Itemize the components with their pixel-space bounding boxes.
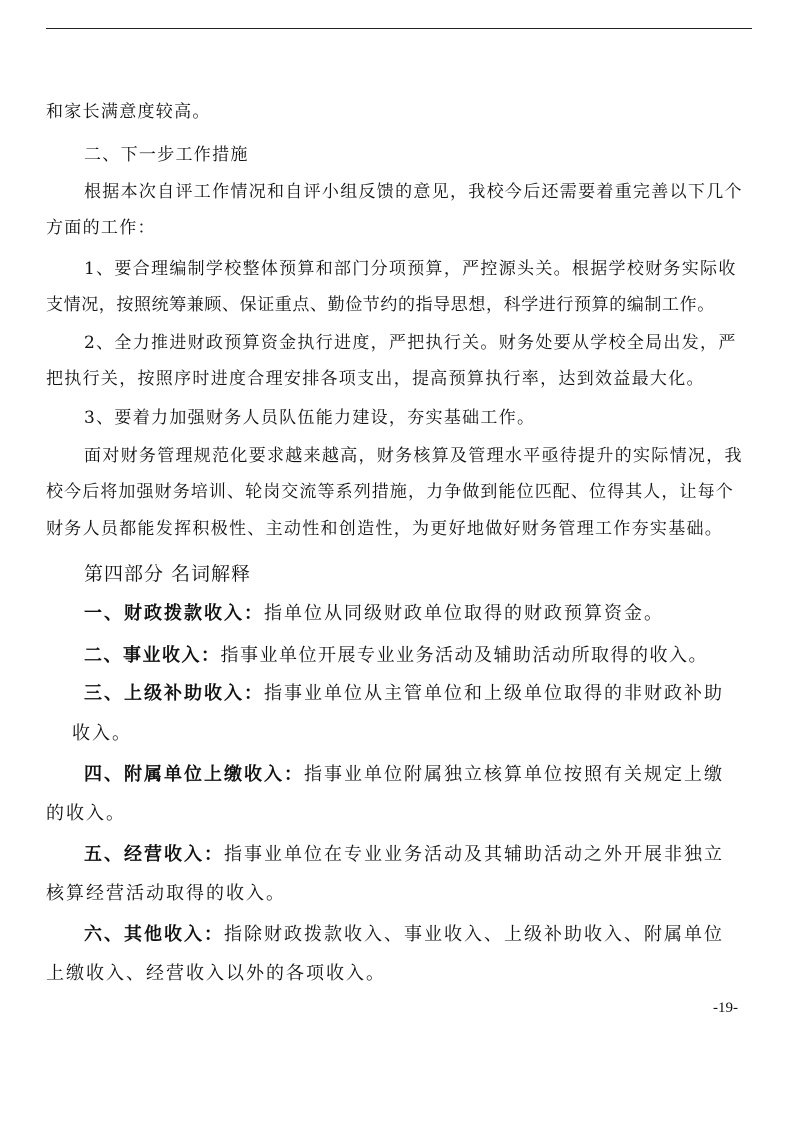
- definition-text: 指事业单位在专业业务活动及其辅助活动之外开展非独立: [224, 844, 724, 865]
- list-item-line: 2、全力推进财政预算资金执行进度，严把执行关。财务处要从学校全局出发，严: [84, 333, 737, 353]
- definition-text: 指除财政拨款收入、事业收入、上级补助收入、附属单位: [224, 924, 724, 945]
- definition-text: 的收入。: [46, 803, 126, 824]
- definition-term: 四、附属单位上缴收入：: [84, 764, 304, 785]
- paragraph-line: 财务人员都能发挥积极性、主动性和创造性，为更好地做好财务管理工作夯实基础。: [46, 519, 724, 539]
- definition-text: 指单位从同级财政单位取得的财政预算资金。: [264, 603, 664, 624]
- list-item-line: 支情况，按照统筹兼顾、保证重点、勤俭节约的指导思想，科学进行预算的编制工作。: [46, 295, 715, 315]
- definition-text: 核算经营活动取得的收入。: [46, 883, 286, 904]
- definition-entry: [84, 924, 724, 946]
- list-item-line: 3、要着力加强财务人员队伍能力建设，夯实基础工作。: [84, 408, 536, 428]
- definition-text: 指事业单位附属独立核算单位按照有关规定上缴: [304, 764, 724, 785]
- continuation-text: 和家长满意度较高。: [46, 102, 211, 122]
- definition-term: 六、其他收入：: [84, 924, 224, 945]
- definition-term: 三、上级补助收入：: [84, 683, 264, 704]
- definition-text: 上缴收入、经营收入以外的各项收入。: [46, 963, 386, 984]
- list-item-line: 把执行关，按照序时进度合理安排各项支出，提高预算执行率，达到效益最大化。: [46, 369, 705, 389]
- definition-text: 指事业单位开展专业业务活动及辅助活动所取得的收入。: [220, 645, 708, 666]
- definition-text: 收入。: [72, 723, 132, 744]
- definition-term: 二、事业收入：: [84, 645, 221, 666]
- definition-entry: [84, 645, 708, 667]
- paragraph-line: 方面的工作：: [46, 218, 156, 238]
- definition-text: 指事业单位从主管单位和上级单位取得的非财政补助: [264, 683, 724, 704]
- definition-entry: [84, 603, 664, 625]
- definition-term: 五、经营收入：: [84, 844, 224, 865]
- definition-entry: [84, 764, 724, 786]
- page-number: -19-: [713, 1000, 738, 1016]
- paragraph-line: 校今后将加强财务培训、轮岗交流等系列措施，力争做到能位匹配、位得其人，让每个: [46, 482, 734, 502]
- definition-entry: [84, 683, 724, 705]
- definition-term: 一、财政拨款收入：: [84, 603, 264, 624]
- definition-entry: [84, 844, 724, 866]
- part-heading: 第四部分 名词解释: [84, 563, 252, 585]
- section-heading: 二、下一步工作措施: [84, 145, 249, 165]
- list-item-line: 1、要合理编制学校整体预算和部门分项预算，严控源头关。根据学校财务实际收: [84, 259, 737, 279]
- paragraph-line: 面对财务管理规范化要求越来越高，财务核算及管理水平亟待提升的实际情况，我: [84, 446, 743, 466]
- paragraph-line: 根据本次自评工作情况和自评小组反馈的意见，我校今后还需要着重完善以下几个: [84, 182, 743, 202]
- header-rule: [46, 28, 752, 29]
